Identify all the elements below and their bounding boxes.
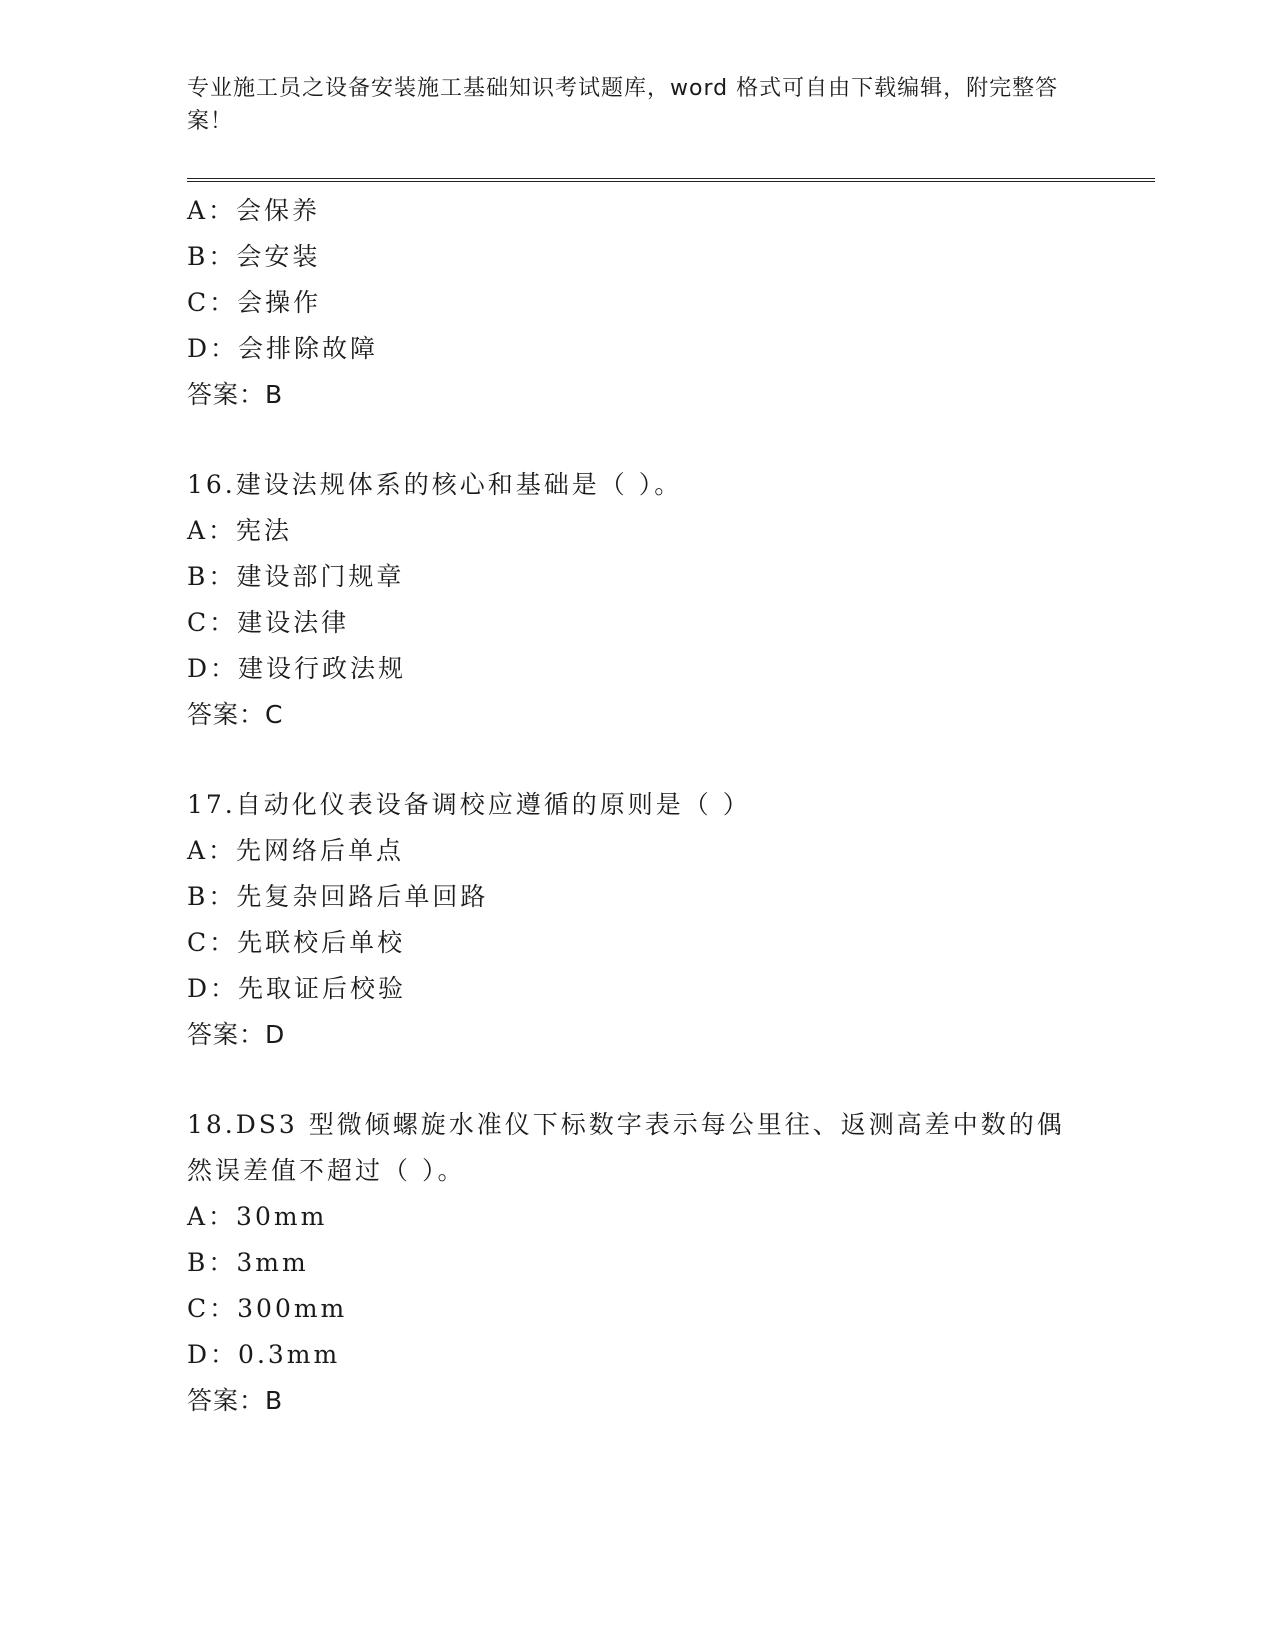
option-c: C：先联校后单校 xyxy=(187,928,406,957)
option-a: A：先网络后单点 xyxy=(187,836,405,865)
option-a: A：会保养 xyxy=(187,196,321,225)
question-16 xyxy=(187,462,1155,738)
option-b: B：会安装 xyxy=(187,242,321,271)
question-stem: 17.自动化仪表设备调校应遵循的原则是（ ） xyxy=(187,790,751,819)
option-b: B：3mm xyxy=(187,1248,309,1277)
answer-line: 答案：B xyxy=(187,1386,284,1415)
question-15-continued xyxy=(187,188,1155,418)
question-18 xyxy=(187,1102,1155,1424)
option-a: A：30mm xyxy=(187,1202,328,1231)
question-stem-line-2: 然误差值不超过（ ）。 xyxy=(187,1156,466,1185)
header-divider xyxy=(187,178,1155,182)
answer-line: 答案：B xyxy=(187,380,284,409)
spacer xyxy=(187,738,1155,782)
document-header: 专业施工员之设备安装施工基础知识考试题库，word 格式可自由下载编辑，附完整答案！ xyxy=(187,76,1059,134)
question-stem-line-1: 18.DS3 型微倾螺旋水准仪下标数字表示每公里往、返测高差中数的偶 xyxy=(187,1110,1065,1139)
spacer xyxy=(187,418,1155,462)
option-c: C：建设法律 xyxy=(187,608,350,637)
option-d: D：建设行政法规 xyxy=(187,654,407,683)
option-d: D：会排除故障 xyxy=(187,334,379,363)
question-list xyxy=(187,188,1155,1424)
answer-line: 答案：D xyxy=(187,1020,286,1049)
option-b: B：建设部门规章 xyxy=(187,562,405,591)
option-a: A：宪法 xyxy=(187,516,293,545)
option-d: D：0.3mm xyxy=(187,1340,341,1369)
question-stem: 16.建设法规体系的核心和基础是（ ）。 xyxy=(187,470,683,499)
option-c: C：会操作 xyxy=(187,288,322,317)
answer-line: 答案：C xyxy=(187,700,284,729)
option-d: D：先取证后校验 xyxy=(187,974,407,1003)
option-b: B：先复杂回路后单回路 xyxy=(187,882,489,911)
question-17 xyxy=(187,782,1155,1058)
spacer xyxy=(187,1058,1155,1102)
option-c: C：300mm xyxy=(187,1294,348,1323)
